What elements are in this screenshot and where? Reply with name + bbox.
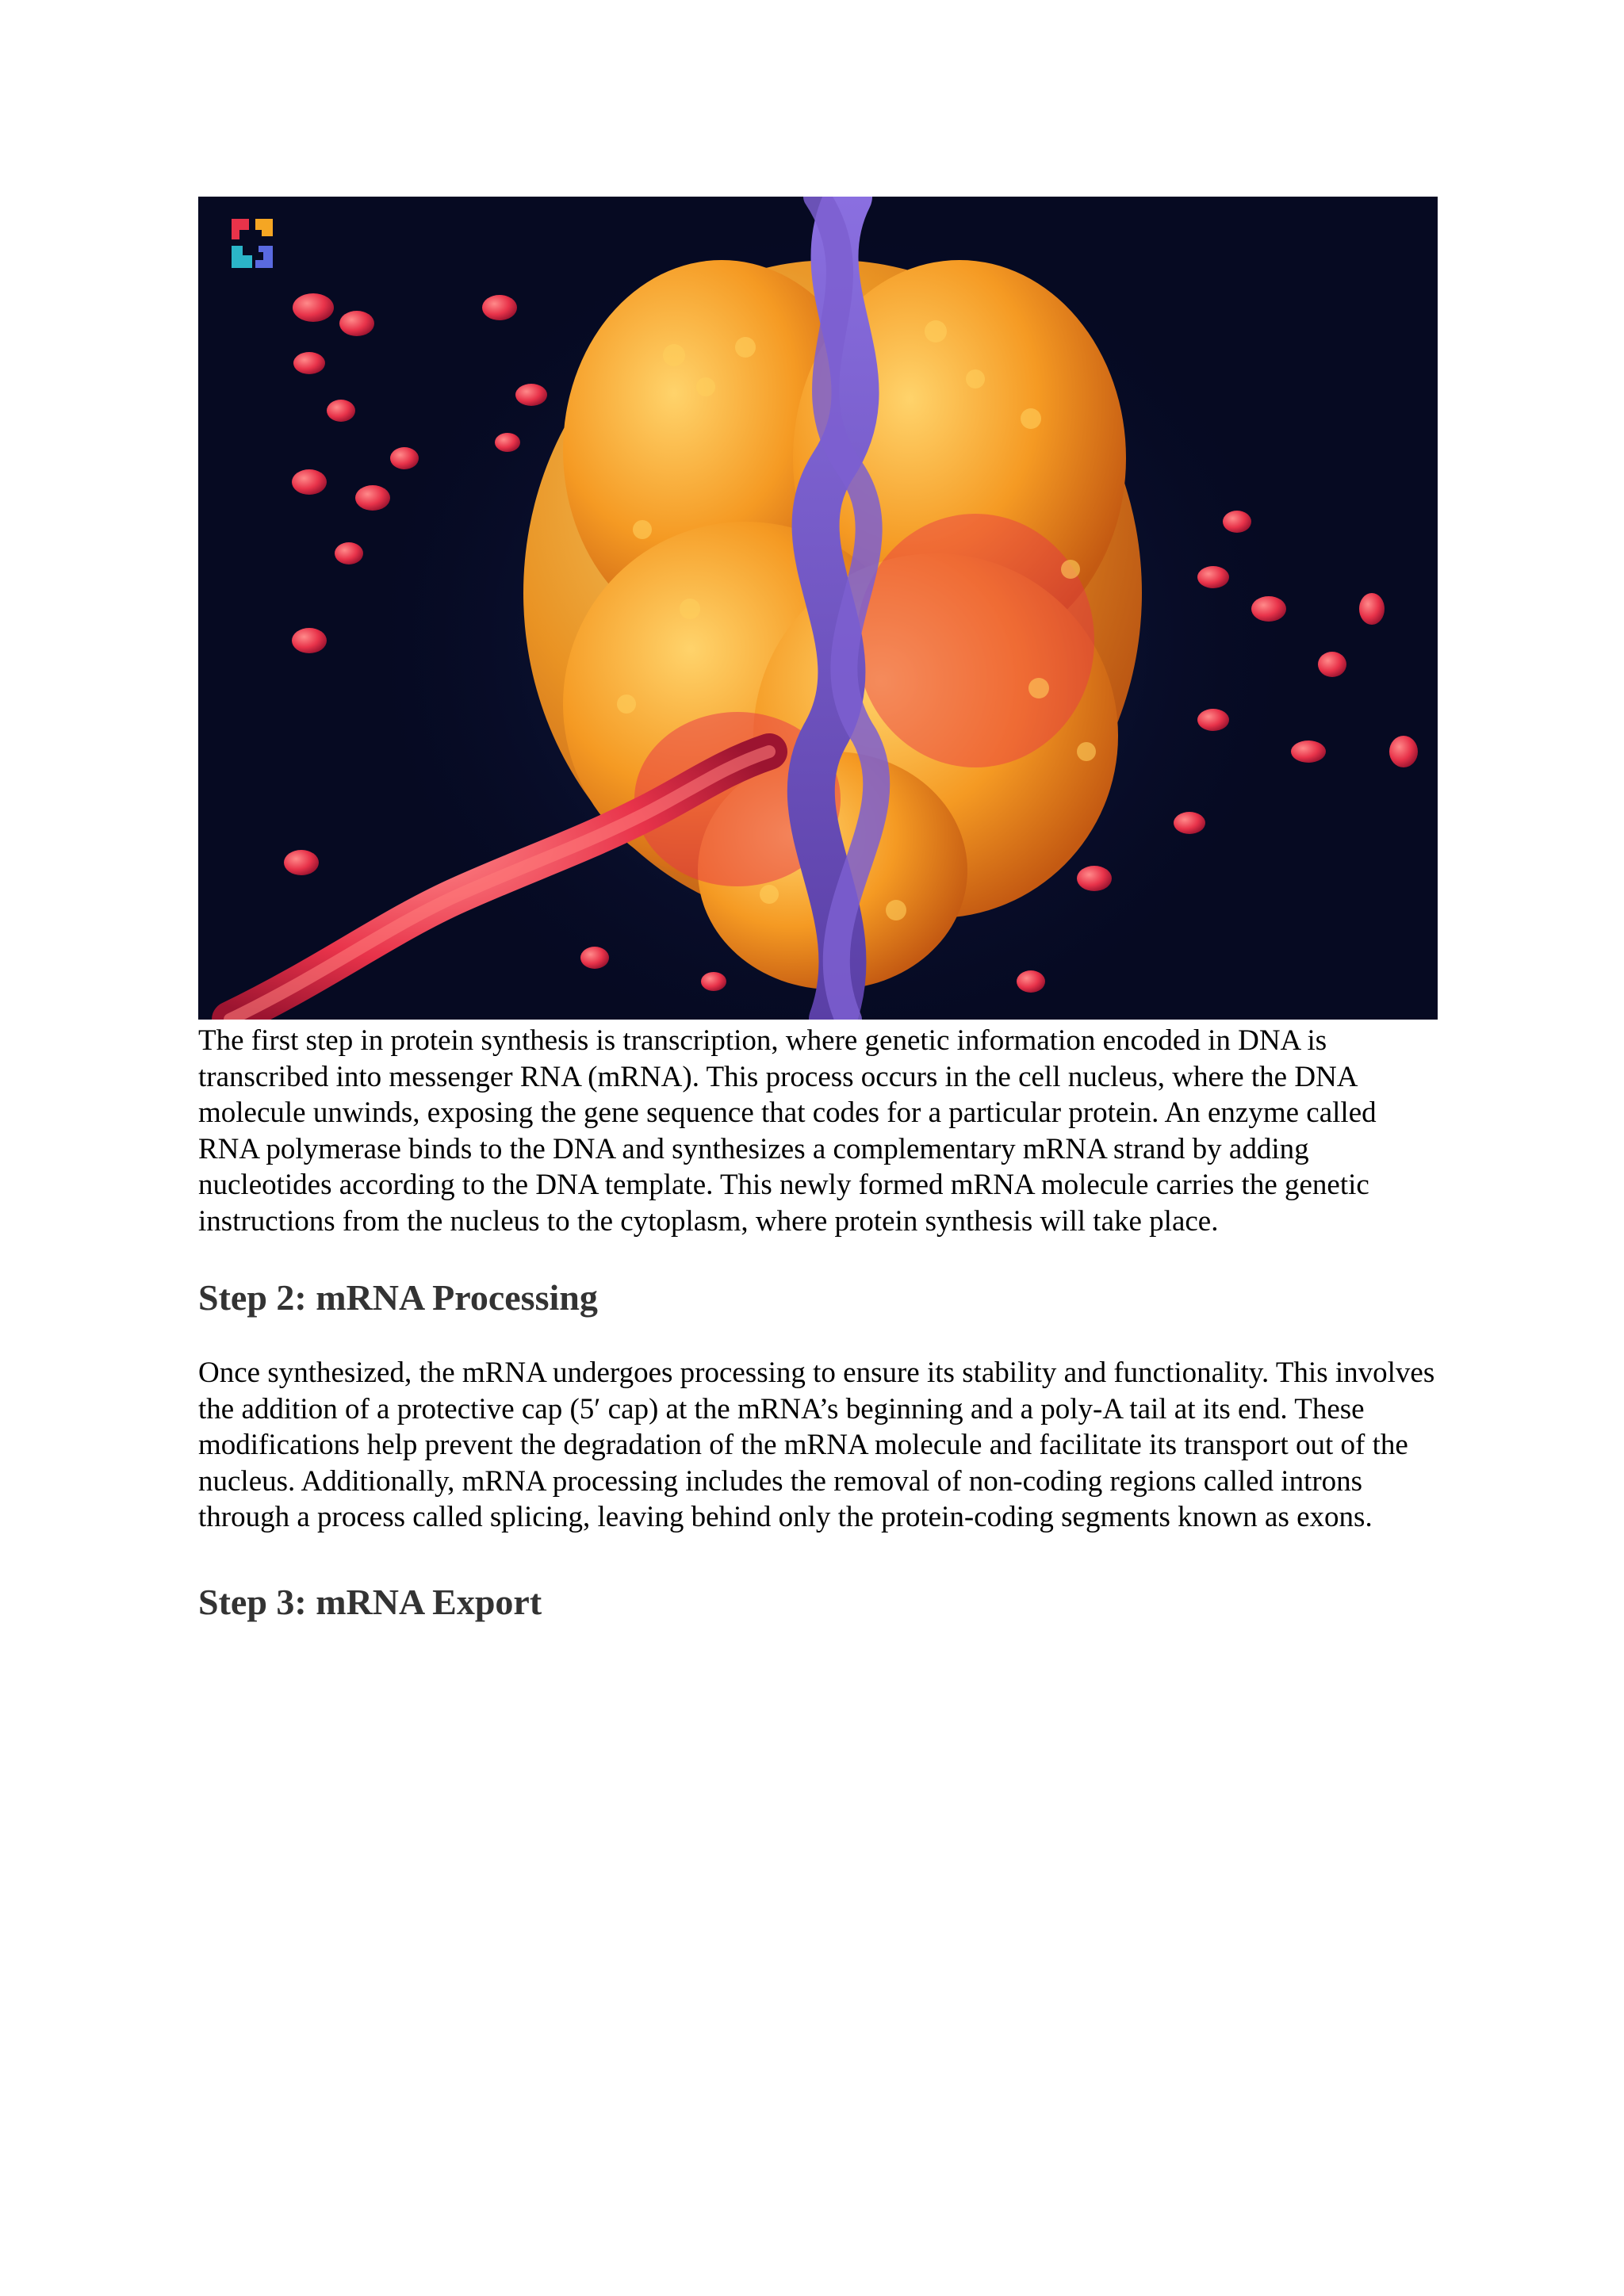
step2-paragraph: Once synthesized, the mRNA undergoes processing to ensure its stability and functionality. This involves the addition of a protective cap (5′ cap) at the mRNA’s beginning and a poly-A tail at its end. These modifications help prevent the degradation of the mRNA molecule and facilitate its transport out of the nucleus. Additionally, mRNA processing includes the removal of non-coding regions called introns through a process called splicing, leaving behind only the protein-coding segments known as exons. (198, 1357, 1435, 1533)
article (198, 197, 1438, 1624)
step2-heading: Step 2: mRNA Processing (198, 1277, 598, 1318)
molecule-illustration-icon (198, 197, 1438, 1020)
intro-paragraph: The first step in protein synthesis is transcription, where genetic information encoded in DNA is transcribed into messenger RNA (mRNA). This process occurs in the cell nucleus, where the DNA molecule unwinds, exposing the gene sequence that codes for a particular protein. An enzyme called RNA polymerase binds to the DNA and synthesizes a complementary mRNA strand by adding nucleotides according to the DNA template. This newly formed mRNA molecule carries the genetic instructions from the nucleus to the cytoplasm, where protein synthesis will take place. (198, 1024, 1377, 1238)
step3-heading: Step 3: mRNA Export (198, 1581, 542, 1622)
hero-image (198, 197, 1438, 1020)
